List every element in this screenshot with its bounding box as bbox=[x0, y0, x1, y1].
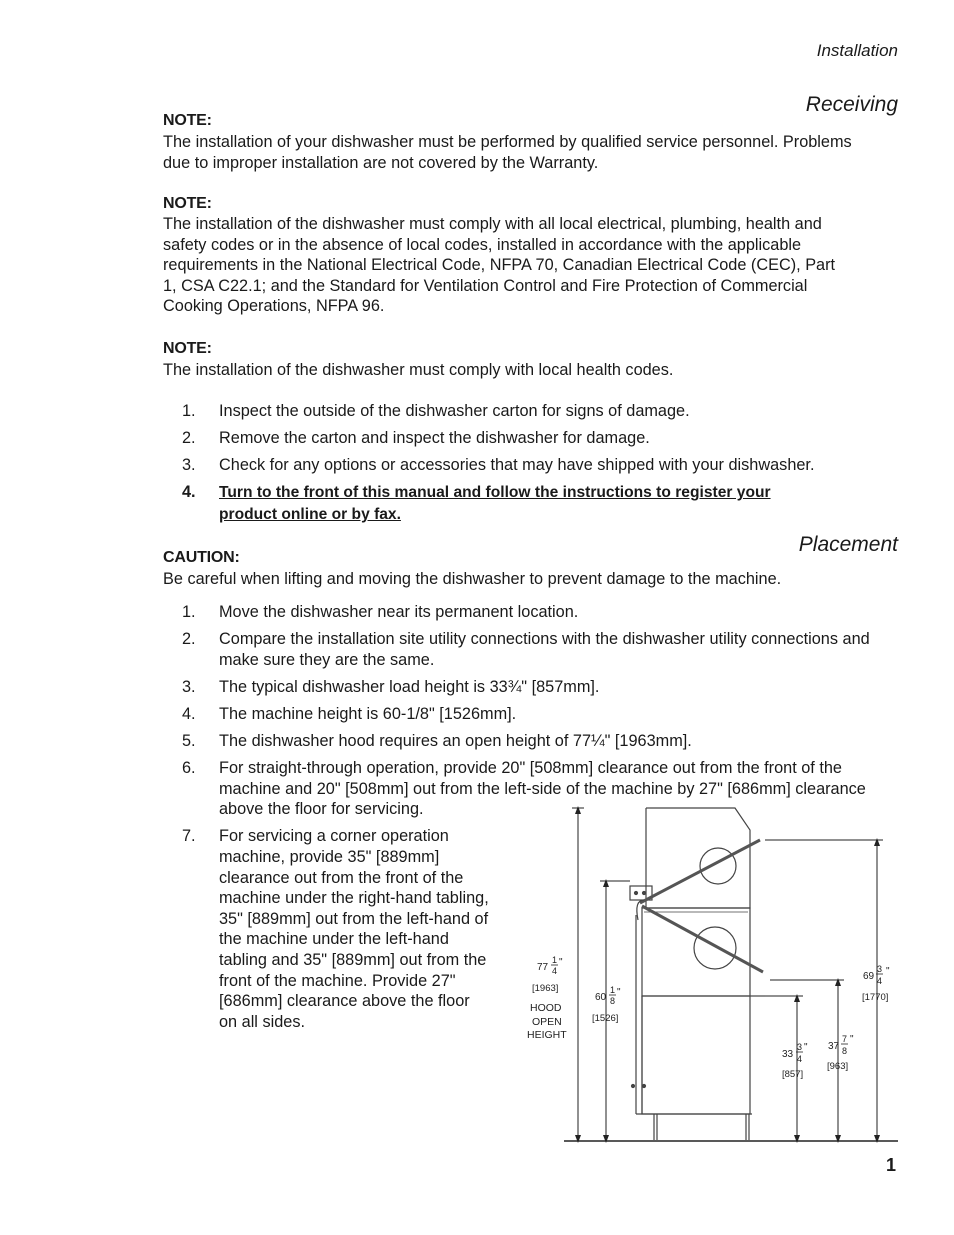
list-item bbox=[163, 677, 898, 698]
step-number: 1. bbox=[182, 603, 196, 621]
list-item bbox=[163, 602, 898, 623]
step-text: The dishwasher hood requires an open height of 77¼" [1963mm]. bbox=[219, 731, 692, 750]
svg-text:": " bbox=[559, 957, 563, 968]
step-number: 6. bbox=[182, 759, 196, 778]
step-text: Move the dishwasher near its permanent location. bbox=[219, 603, 579, 621]
svg-text:69: 69 bbox=[863, 971, 875, 982]
svg-text:[963]: [963] bbox=[827, 1061, 849, 1072]
hood-height-label bbox=[527, 955, 567, 1041]
svg-text:77: 77 bbox=[537, 962, 549, 973]
list-item bbox=[163, 629, 898, 670]
list-item bbox=[163, 401, 883, 422]
step-text: The machine height is 60-1/8" [1526mm]. bbox=[219, 704, 517, 723]
note-text: The installation of the dishwasher must comply with local health codes. bbox=[163, 361, 674, 379]
step-text: Check for any options or accessories that may have shipped with your dishwasher. bbox=[219, 456, 815, 475]
svg-text:[857]: [857] bbox=[782, 1069, 804, 1080]
receiving-steps bbox=[163, 401, 883, 525]
svg-text:HEIGHT: HEIGHT bbox=[527, 1029, 567, 1041]
caution-label: CAUTION: bbox=[163, 549, 240, 566]
step-text: The typical dishwasher load height is 33¾" [857mm]. bbox=[219, 677, 600, 696]
list-item bbox=[163, 826, 491, 1032]
list-item bbox=[163, 428, 883, 449]
svg-text:4: 4 bbox=[552, 966, 558, 976]
note-label: NOTE: bbox=[163, 112, 212, 129]
note-label: NOTE: bbox=[163, 195, 212, 212]
svg-text:3: 3 bbox=[877, 964, 883, 974]
step-number: 2. bbox=[182, 630, 196, 649]
svg-text:60: 60 bbox=[595, 992, 607, 1003]
section-title-placement: Placement bbox=[798, 533, 898, 556]
step-number: 5. bbox=[182, 731, 196, 750]
step-text: Remove the carton and inspect the dishwasher for damage. bbox=[219, 429, 650, 448]
note-text: The installation of your dishwasher must be performed by qualified service personnel. Problems due to improper installation are not covered by the Warranty. bbox=[163, 133, 852, 172]
svg-text:": " bbox=[850, 1034, 854, 1045]
list-item bbox=[163, 704, 898, 725]
step-number: 4. bbox=[182, 704, 196, 723]
caution-text: Be careful when lifting and moving the dishwasher to prevent damage to the machine. bbox=[163, 570, 782, 588]
svg-text:OPEN: OPEN bbox=[532, 1016, 562, 1028]
svg-text:8: 8 bbox=[842, 1046, 848, 1056]
svg-text:": " bbox=[886, 966, 890, 977]
note-text: The installation of the dishwasher must comply with all local electrical, plumbing, health and safety codes or in the absence of local codes, installed in accordance with the applicable requirements in the National Electrical Code, NFPA 70, Canadian Electrical Code (CEC), Part 1, CSA C22.1; and the Standard for Ventilation Control and Fire Protection of Commercial Cooking Operations, NFPA 96. bbox=[163, 215, 836, 316]
step-text: For straight-through operation, provide 20" [508mm] clearance out from the front of the machine and 20" [508mm] out from the left-side of the machine by 27" [686mm] clearance above the floor for servicing. bbox=[219, 759, 866, 819]
register-instruction-text: Turn to the front of this manual and follow the instructions to register your product online or by fax. bbox=[219, 484, 771, 523]
section-title-receiving: Receiving bbox=[805, 93, 898, 116]
step-text: For servicing a corner operation machine, provide 35" [889mm] clearance out from the front of the machine under the right-hand tabling, 35" [889mm] out from the left-hand of the machine under the left-hand tabling and 35" [889mm] out from the front of the machine. Provide 27" [686mm] clearance above the floor on all sides. bbox=[219, 827, 489, 1031]
svg-text:1: 1 bbox=[610, 985, 616, 995]
svg-text:33: 33 bbox=[782, 1049, 794, 1060]
step-number: 1. bbox=[182, 402, 196, 420]
svg-text:4: 4 bbox=[797, 1054, 803, 1064]
step-number: 3. bbox=[182, 677, 196, 696]
page-number: 1 bbox=[885, 1155, 896, 1175]
svg-text:4: 4 bbox=[877, 976, 883, 986]
step-number: 2. bbox=[182, 429, 196, 448]
svg-text:7: 7 bbox=[842, 1034, 848, 1044]
svg-text:[1963]: [1963] bbox=[532, 983, 559, 994]
svg-text:[1526]: [1526] bbox=[592, 1013, 619, 1024]
list-item bbox=[163, 455, 883, 476]
svg-text:3: 3 bbox=[797, 1042, 803, 1052]
svg-text:": " bbox=[617, 987, 621, 998]
step-number: 4. bbox=[182, 483, 196, 502]
running-header: Installation bbox=[816, 41, 898, 60]
svg-text:": " bbox=[804, 1042, 808, 1053]
top-height-label bbox=[862, 964, 890, 1003]
svg-text:37: 37 bbox=[828, 1041, 840, 1052]
svg-text:[1770]: [1770] bbox=[862, 992, 889, 1003]
table-height-label bbox=[827, 1034, 854, 1072]
note-label: NOTE: bbox=[163, 340, 212, 357]
svg-text:1: 1 bbox=[552, 955, 558, 965]
step-text: Compare the installation site utility connections with the dishwasher utility connections and make sure they are the same. bbox=[219, 630, 870, 669]
svg-text:8: 8 bbox=[610, 996, 616, 1006]
step-number: 7. bbox=[182, 827, 196, 846]
list-item bbox=[163, 731, 898, 752]
svg-text:HOOD: HOOD bbox=[530, 1002, 562, 1014]
dishwasher-dimension-diagram bbox=[520, 800, 905, 1150]
dishwasher-illustration bbox=[630, 808, 765, 1140]
step-text: Inspect the outside of the dishwasher carton for signs of damage. bbox=[219, 402, 690, 420]
list-item bbox=[163, 482, 779, 525]
load-height-label bbox=[782, 1042, 808, 1080]
step-number: 3. bbox=[182, 456, 196, 475]
